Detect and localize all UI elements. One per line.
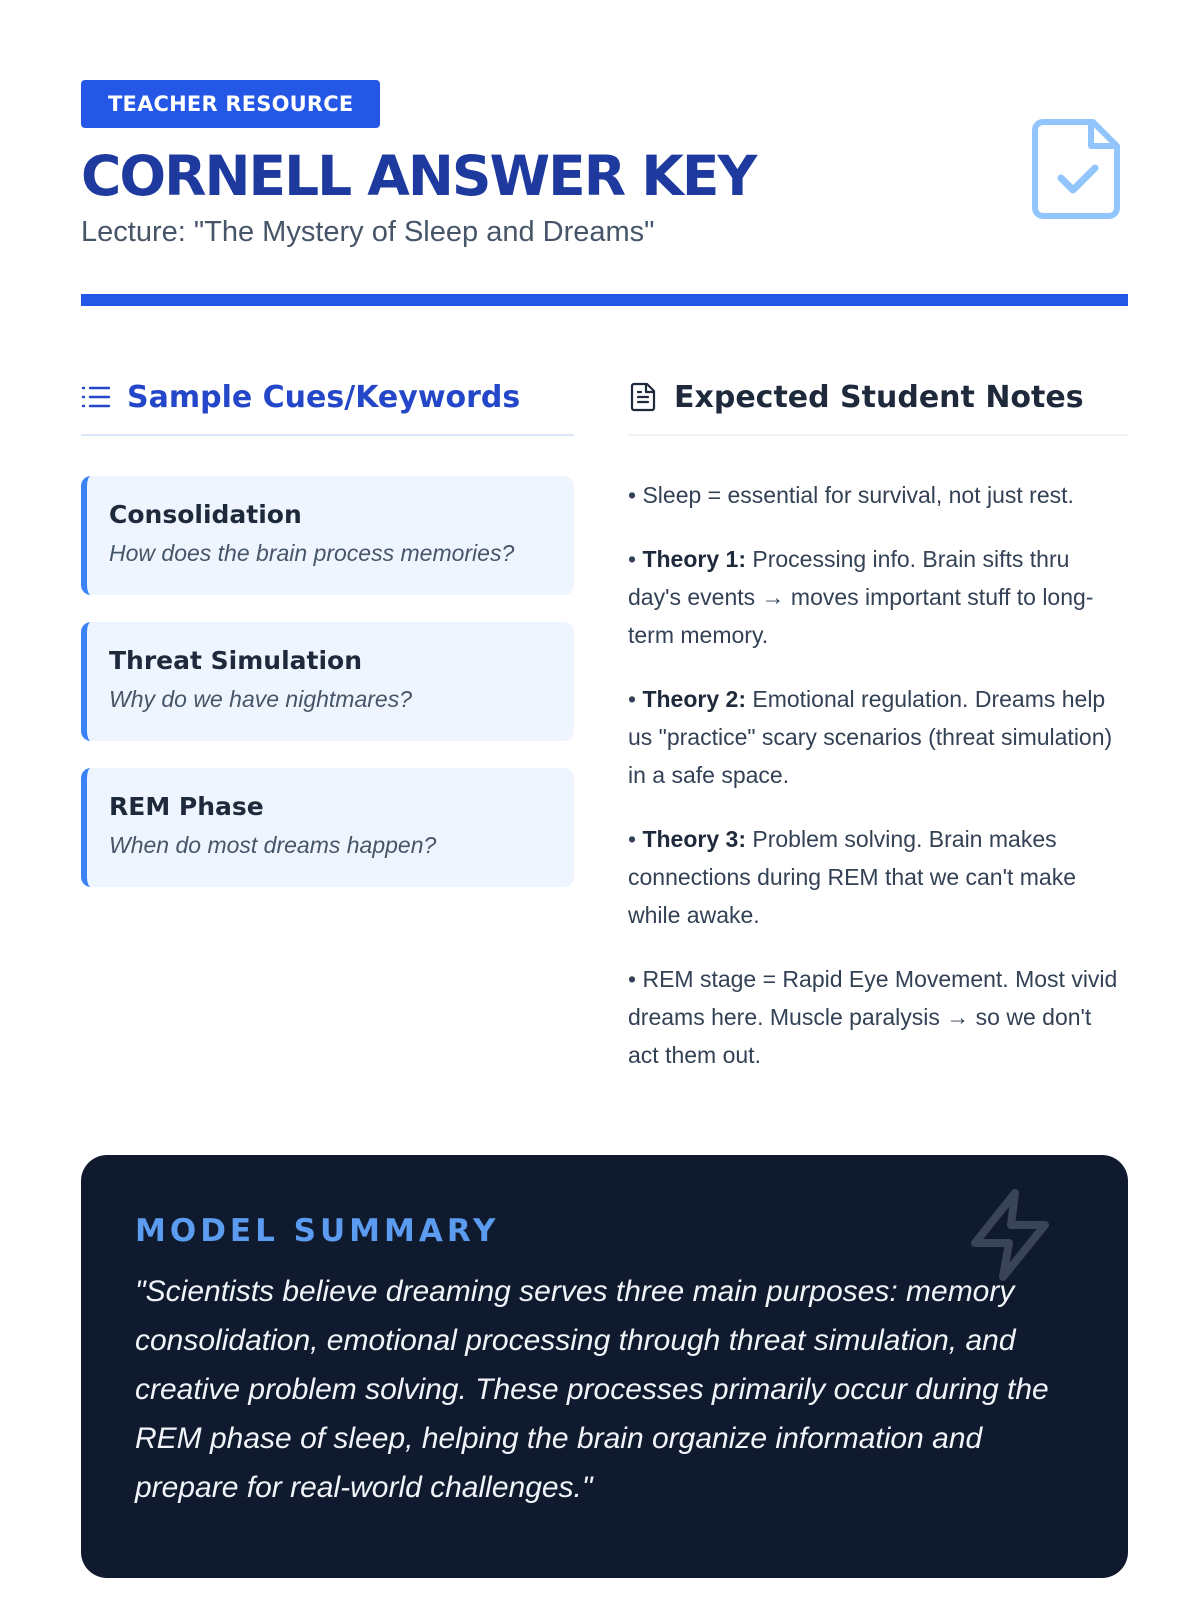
cues-heading: Sample Cues/Keywords <box>127 379 521 415</box>
cue-question: How does the brain process memories? <box>109 540 515 566</box>
model-summary-panel <box>81 1155 1128 1578</box>
cue-title: Threat Simulation <box>109 646 363 675</box>
note-item: • Theory 1: Processing info. Brain sifts thru day's events → moves important stuff to long-term memory. <box>628 546 1094 648</box>
notes-column-header <box>628 372 1128 436</box>
list-icon <box>81 382 111 412</box>
note-label: Theory 3: <box>642 826 746 852</box>
cue-card <box>81 768 574 887</box>
cue-card <box>81 476 574 595</box>
summary-heading: MODEL SUMMARY <box>135 1213 500 1249</box>
teacher-resource-badge: TEACHER RESOURCE <box>81 80 380 128</box>
lecture-subtitle: Lecture: "The Mystery of Sleep and Dreams" <box>81 216 655 248</box>
note-item: • REM stage = Rapid Eye Movement. Most vivid dreams here. Muscle paralysis → so we don't act them out. <box>628 966 1118 1068</box>
cue-card <box>81 622 574 741</box>
cue-question: Why do we have nightmares? <box>109 686 412 712</box>
note-item: • Sleep = essential for survival, not just rest. <box>628 482 1074 508</box>
summary-text: "Scientists believe dreaming serves three main purposes: memory consolidation, emotional processing through threat simulation, and creative problem solving. These processes primarily occur during the REM phase of sleep, helping the brain organize information and prepare for real-world challenges." <box>135 1275 1049 1504</box>
cue-title: Consolidation <box>109 500 302 529</box>
answer-key-page <box>81 0 1128 1600</box>
cues-column-header <box>81 372 574 436</box>
cue-question: When do most dreams happen? <box>109 832 437 858</box>
page-title: CORNELL ANSWER KEY <box>81 144 756 208</box>
student-notes <box>628 476 1128 1100</box>
note-item: • Theory 3: Problem solving. Brain makes connections during REM that we can't make while awake. <box>628 826 1077 928</box>
note-item: • Theory 2: Emotional regulation. Dreams help us "practice" scary scenarios (threat simulation) in a safe space. <box>628 686 1113 788</box>
cue-title: REM Phase <box>109 792 264 821</box>
note-label: Theory 2: <box>642 686 746 712</box>
file-check-icon <box>1031 116 1125 220</box>
lightning-bolt-icon <box>961 1185 1061 1285</box>
header-divider <box>81 294 1128 306</box>
notes-heading: Expected Student Notes <box>674 379 1084 415</box>
note-label: Theory 1: <box>642 546 746 572</box>
document-text-icon <box>628 382 658 412</box>
